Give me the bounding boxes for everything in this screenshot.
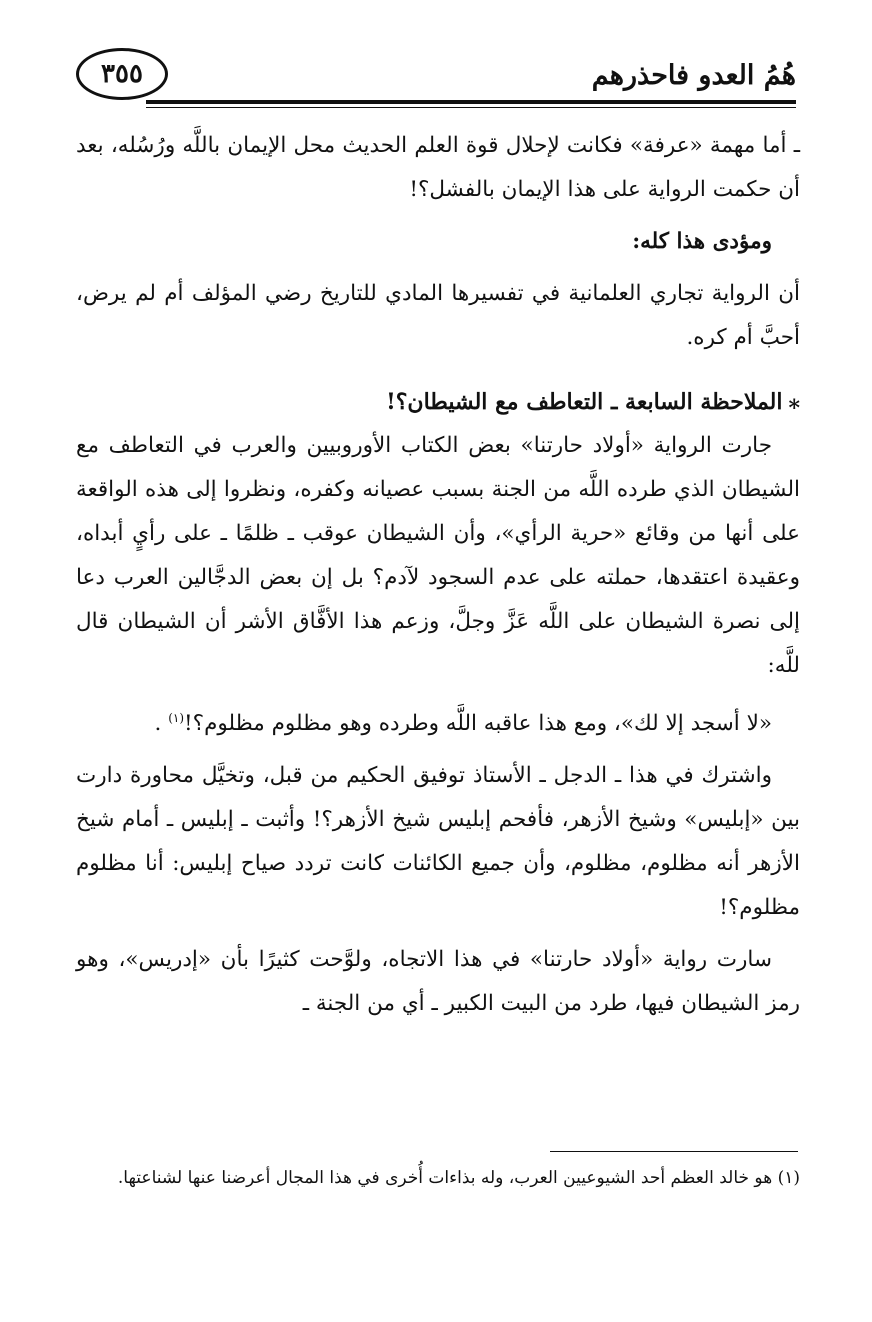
- footnote-rule: [550, 1151, 798, 1152]
- header-rule: [146, 100, 796, 104]
- page-number: ٣٥٥: [101, 59, 143, 89]
- section-heading: [76, 380, 800, 424]
- paragraph-4: جارت الرواية «أولاد حارتنا» بعض الكتاب الأوروبيين والعرب في التعاطف مع الشيطان الذي طرده اللَّه من الجنة بسبب عصيانه وكفره، ونظروا إلى هذه الواقعة على أنها من وقائع «حرية الرأي»، وأن الشيطان عوقب ـ ظلمًا ـ على رأيٍ أبداه، وعقيدة اعتقدها، حملته على عدم السجود لآدم؟ بل إن بعض الدجَّالين العرب دعا إلى نصرة الشيطان على اللَّه عَزَّ وجلَّ، وزعم هذا الأفَّاق الأشر أن الشيطان قال للَّه:: [76, 433, 800, 678]
- page-number-badge: [76, 48, 168, 100]
- footnote-reference: (١): [168, 711, 185, 725]
- heading-star: ⁎: [788, 389, 800, 415]
- footnote-text: (١) هو خالد العظم أحد الشيوعيين العرب، وله بذاءات أُخرى في هذا المجال أعرضنا عنها لشناعتها.: [117, 1168, 800, 1188]
- paragraph-1: ـ أما مهمة «عرفة» فكانت لإحلال قوة العلم الحديث محل الإيمان باللَّه ورُسُله، بعد أن حكمت الرواية على هذا الإيمان بالفشل؟!: [76, 133, 800, 202]
- paragraph-5-end: .: [154, 711, 169, 737]
- paragraph-5: [76, 696, 800, 746]
- header-rule-thin: [146, 107, 796, 108]
- paragraph-5-text: «لا أسجد إلا لك»، ومع هذا عاقبه اللَّه وطرده وهو مظلوم مظلوم؟!: [184, 711, 772, 737]
- paragraph-6: واشترك في هذا ـ الدجل ـ الأستاذ توفيق الحكيم من قبل، وتخيَّل محاورة دارت بين «إبليس» وشيخ الأزهر، فأفحم إبليس شيخ الأزهر؟! وأثبت ـ إبليس ـ أمام شيخ الأزهر أنه مظلوم، مظلوم، وأن جميع الكائنات كانت تردد صياح إبليس: أنا مظلوم مظلوم؟!: [76, 763, 800, 921]
- page-header: [76, 46, 796, 110]
- heading-text: الملاحظة السابعة ـ التعاطف مع الشيطان؟!: [386, 389, 783, 415]
- footnote: [76, 1160, 800, 1196]
- paragraph-7: سارت رواية «أولاد حارتنا» في هذا الاتجاه، ولوَّحت كثيرًا بأن «إدريس»، وهو رمز الشيطان فيها، طرد من البيت الكبير ـ أي من الجنة ـ: [76, 947, 800, 1017]
- paragraph-3: أن الرواية تجاري العلمانية في تفسيرها المادي للتاريخ رضي المؤلف أم لم يرض، أحبَّ أم كره.: [76, 281, 800, 350]
- paragraph-2: ومؤدى هذا كله:: [632, 229, 772, 254]
- body-text: [76, 124, 800, 1026]
- running-title: هُمُ العدو فاحذرهم: [591, 60, 796, 91]
